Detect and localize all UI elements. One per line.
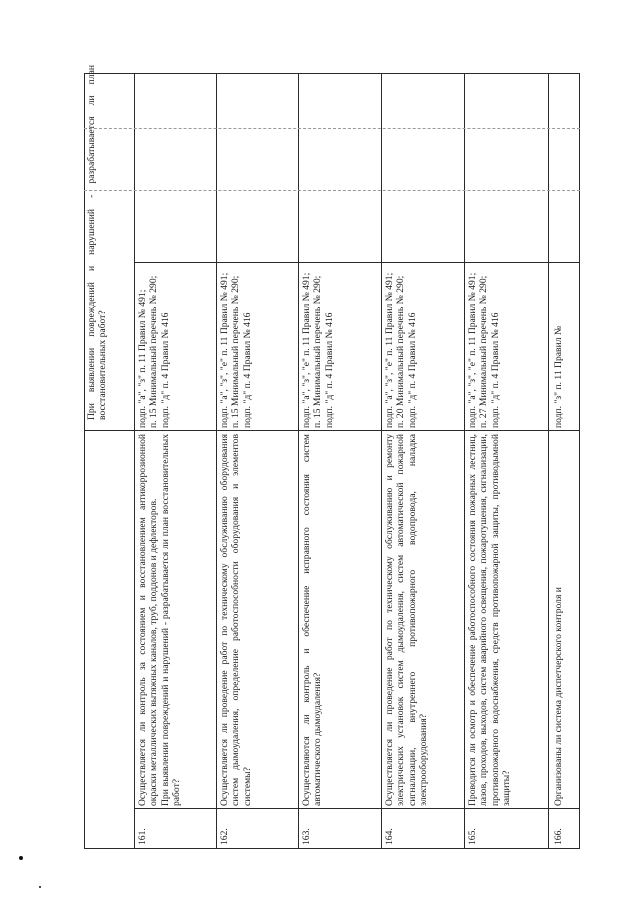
- column-separator: [84, 430, 580, 431]
- row-number: 165.: [467, 828, 478, 845]
- row-number: 164.: [384, 828, 395, 845]
- question-text: Осуществляется ли проведение работ по техническому обслуживанию оборудования систем дымоудаления, определение работоспособности оборудования и элементов системы?: [219, 434, 253, 806]
- row-number: 163.: [301, 828, 312, 845]
- answer-column-line: [84, 190, 580, 191]
- scan-speck: [39, 886, 41, 888]
- reference-text: подп. "а", "з", "е" п. 11 Правил № 491; п. 20 Минимальный перечень № 290; подп. "д" п. 4 Правил № 416: [384, 272, 418, 428]
- question-text: Осуществляется ли контроль за состоянием и восстановлением антикоррозионной окраски металлических вытяжных каналов, труб, поддонов и дефлекторов. При выявлении повреждений и нарушений - разрабатывается ли план восстановительных работ?: [137, 434, 183, 806]
- row-number: 162.: [219, 828, 230, 845]
- question-text: При выявлении повреждений и нарушений - разрабатывается ли план восстановительных работ?: [86, 65, 109, 420]
- scan-speck: [19, 856, 23, 860]
- reference-text: подп. "а", "з", "е" п. 11 Правил № 491; п. 27 Минимальный перечень № 290; подп. "д" п. 4 Правил № 416: [467, 272, 501, 428]
- row-number: 166.: [553, 828, 564, 845]
- question-text: Проводится ли осмотр и обеспечение работоспособного состояния пожарных лестниц, лазов, проходов, выходов, систем аварийного освещения, пожаротушения, сигнализации, противопожарного водоснабжения, средств противопожарной защиты, противодымной защиты?: [467, 434, 513, 806]
- question-text: Осуществляются ли контроль и обеспечение исправного состояния систем автоматического дымоудаления?: [301, 434, 324, 806]
- question-text: Организованы ли система диспетчерского контроля и: [553, 587, 564, 806]
- column-separator: [134, 262, 580, 263]
- reference-text: подп. "а", "з", "е" п. 11 Правил № 491; п. 15 Минимальный перечень № 290; подп. "д" п. 4 Правил № 416: [301, 272, 335, 428]
- answer-column-line: [84, 128, 580, 129]
- question-text: Осуществляется ли проведение работ по техническому обслуживанию и ремонту электрических установок систем дымоудаления, систем автоматической пожарной сигнализации, внутреннего противопожарного водопровода, наладка электрооборудования?: [384, 434, 430, 806]
- table-top-border: [84, 73, 580, 74]
- table-bottom-border: [84, 848, 580, 849]
- reference-text: подп. "з" п. 11 Правил №: [553, 325, 564, 428]
- reference-text: подп. "а", "з", "е" п. 11 Правил № 491; п. 15 Минимальный перечень № 290; подп. "д" п. 4 Правил № 416: [219, 272, 253, 428]
- row-number: 161.: [137, 828, 148, 845]
- column-separator: [134, 808, 580, 809]
- reference-text: подп. "а", "з" п. 11 Правил № 491; п. 15 Минимальный перечень № 290; подп. "д" п. 4 Правил № 416: [137, 275, 171, 428]
